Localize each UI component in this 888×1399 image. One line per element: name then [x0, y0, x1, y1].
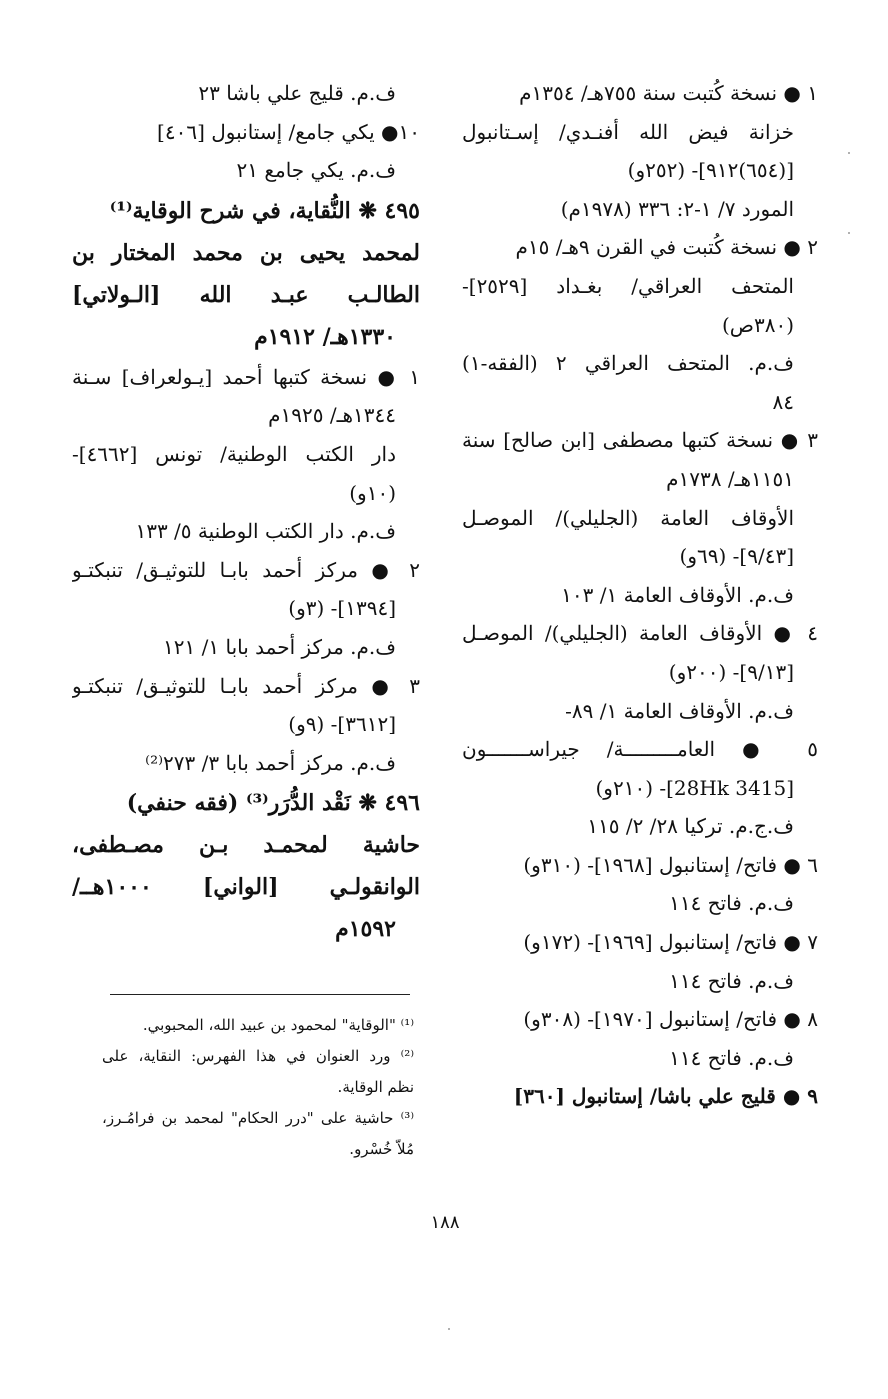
- entry-line: ٩ ● قليج علي باشا/ إستانبول [٣٦٠]: [513, 1084, 818, 1109]
- entry-line: ١ ● نسخة كتبها أحمد [يـولعراف] سـنة: [72, 364, 420, 389]
- entry-line: ١٠● يكي جامع/ إستانبول [٤٠٦]: [157, 119, 420, 144]
- entry-line: ٤ ● الأوقاف العامة (الجليلي)/ الموصـل: [462, 621, 818, 646]
- entry-author-line: الطالـب عبـد الله [الـولاتي]: [72, 281, 420, 308]
- entry-line: ٣ ● نسخة كتبها مصطفى [ابن صالح] سنة: [462, 428, 818, 453]
- scan-speck: [848, 152, 850, 154]
- footnote-rule: [110, 994, 410, 995]
- entry-line: ف.م. الأوقاف العامة ١/ ١٠٣: [561, 582, 794, 607]
- entry-line: ف.ج.م. تركيا ٢٨/ ٢/ ١١٥: [587, 814, 794, 839]
- entry-line: ٦ ● فاتح/ إستانبول [١٩٦٨]- (٣١٠و): [523, 852, 818, 877]
- entry-line: ٢ ● نسخة كُتبت في القرن ٩هـ/ ١٥م: [515, 235, 818, 260]
- entry-line: ١ ● نسخة كُتبت سنة ٧٥٥هـ/ ١٣٥٤م: [519, 81, 818, 105]
- entry-line: [٩/١٣]- (٢٠٠و): [668, 659, 794, 684]
- entry-author-line: ١٥٩٢م: [335, 916, 396, 943]
- entry-line: خزانة فيض الله أفنـدي/ إسـتانبول: [462, 119, 794, 144]
- entry-line: (١٠و): [349, 480, 396, 505]
- footnotes: [102, 1010, 414, 1165]
- entry-line: ٥ ● العامـــــــــة/ جيراســـــــون: [462, 737, 818, 762]
- entry-line: ف.م. الأوقاف العامة ١/ ٨٩-: [565, 698, 794, 723]
- scan-speck: [848, 232, 850, 234]
- entry-line: ١١٥١هـ/ ١٧٣٨م: [666, 466, 794, 491]
- footnote-line: ⁽²⁾ ورد العنوان في هذا الفهرس: النقاية، على: [102, 1047, 414, 1065]
- entry-line: [28Hk 3415]- (٢١٠و): [595, 775, 794, 800]
- entry-heading: ٤٩٦ ❋ نَقْد الدُّرَر⁽³⁾ (فقه حنفي): [126, 790, 420, 817]
- entry-line: [(٦٥٤)٩١٢]- (٢٥٢و): [627, 158, 794, 183]
- entry-line: المتحف العراقي/ بغـداد [٢٥٢٩]-: [462, 273, 794, 298]
- entry-author-line: حاشية لمحمـد بـن مصـطفى،: [72, 832, 420, 859]
- entry-line: ف.م. قليج علي باشا ٢٣: [198, 81, 396, 105]
- entry-line: (٣٨٠ص): [721, 312, 794, 337]
- footnote-line: ⁽³⁾ حاشية على "درر الحكام" لمحمد بن فرامُـرز،: [102, 1109, 414, 1127]
- entry-line: ٨ ● فاتح/ إستانبول [١٩٧٠]- (٣٠٨و): [523, 1007, 818, 1032]
- entry-line: المورد ٧/ ١-٢: ٣٣٦ (١٩٧٨م): [560, 196, 794, 221]
- entry-heading: ٤٩٥ ❋ النُّقاية، في شرح الوقاية⁽¹⁾: [109, 197, 420, 224]
- entry-line: ف.م. مركز أحمد بابا ٣/ ٢٧٣⁽²⁾: [145, 750, 396, 775]
- entry-line: [١٣٩٤]- (٣و): [288, 596, 396, 621]
- entry-line: دار الكتب الوطنية/ تونس [٤٦٦٢]-: [72, 441, 396, 466]
- entry-line: ف.م. فاتح ١١٤: [669, 968, 794, 993]
- footnote-line: ⁽¹⁾ "الوقاية" لمحمود بن عبيد الله، المحبوبي.: [142, 1016, 414, 1034]
- entry-line: ٢ ● مركز أحمد بابـا للتوثيـق/ تنبكتـو: [72, 557, 420, 582]
- entry-line: ٨٤: [772, 389, 794, 414]
- entry-line: ف.م. دار الكتب الوطنية ٥/ ١٣٣: [135, 519, 396, 544]
- entry-line: الأوقاف العامة (الجليلي)/ الموصـل: [462, 505, 794, 530]
- entry-line: ف.م. مركز أحمد بابا ١/ ١٢١: [163, 634, 396, 659]
- entry-line: ف.م. يكي جامع ٢١: [236, 158, 396, 183]
- footnote-line: مُلاّ خُسْرو.: [349, 1140, 414, 1158]
- entry-line: ١٣٤٤هـ/ ١٩٢٥م: [268, 403, 396, 428]
- scan-speck: [448, 1328, 450, 1330]
- left-column: [72, 74, 420, 950]
- entry-author-line: ١٣٣٠هـ/ ١٩١٢م: [254, 323, 396, 350]
- entry-author-line: لمحمد يحيى بن محمد المختار بن: [72, 239, 420, 266]
- right-column: [462, 74, 818, 1116]
- footnote-line: نظم الوقاية.: [337, 1078, 414, 1096]
- entry-line: ف.م. فاتح ١١٤: [669, 891, 794, 916]
- entry-line: ف.م. فاتح ١١٤: [669, 1045, 794, 1070]
- entry-author-line: الوانقولـي [الواني] ١٠٠٠هــ/: [72, 874, 420, 901]
- entry-line: ف.م. المتحف العراقي ٢ (الفقه-١): [462, 351, 794, 376]
- entry-line: ٧ ● فاتح/ إستانبول [١٩٦٩]- (١٧٢و): [523, 930, 818, 955]
- entry-line: ٣ ● مركز أحمد بابـا للتوثيـق/ تنبكتـو: [72, 673, 420, 698]
- entry-line: [٩/٤٣]- (٦٩و): [679, 544, 794, 569]
- entry-line: [٣٦١٢]- (٩و): [288, 712, 396, 737]
- page-number: ١٨٨: [430, 1212, 460, 1233]
